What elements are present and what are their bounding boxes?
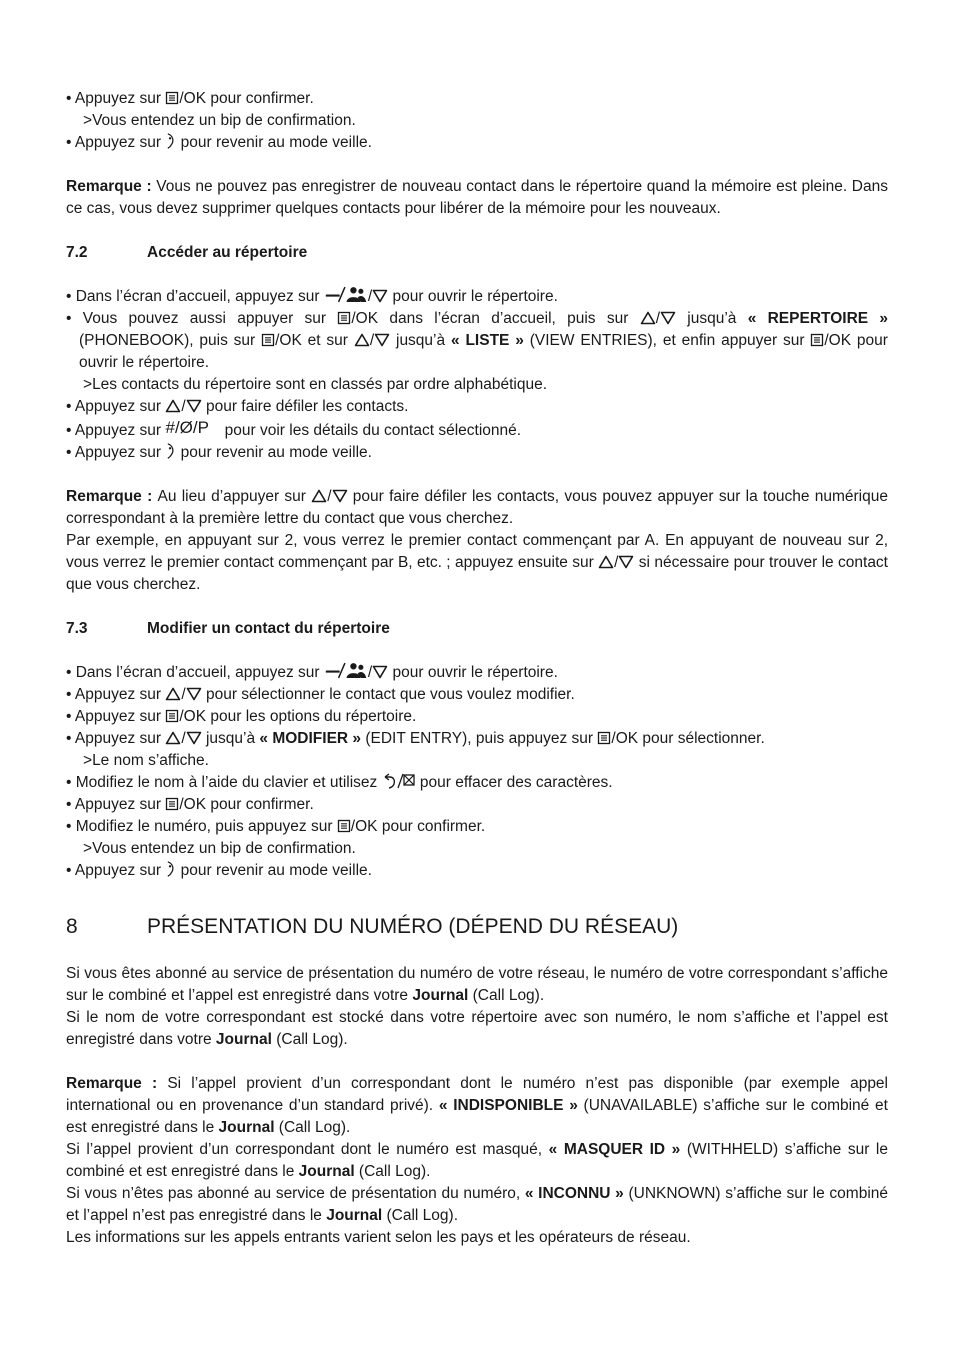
note-paragraph: Remarque : Vous ne pouvez pas enregistrer de nouveau contact dans le répertoire quand la mémoire est pleine. Dans ce cas, vous devez supprimer quelques contacts pour libérer de la mémoire pour les nouveaux. xyxy=(66,178,888,217)
down-arrow-icon xyxy=(372,665,388,679)
list-item: • Dans l’écran d’accueil, appuyez sur / pour ouvrir le répertoire. xyxy=(66,288,558,305)
menu-icon xyxy=(337,311,351,325)
menu-icon xyxy=(165,709,179,723)
menu-icon xyxy=(597,731,611,745)
end-call-icon xyxy=(165,442,176,460)
section-heading-7-3: 7.3 Modifier un contact du répertoire xyxy=(66,620,390,637)
down-arrow-icon xyxy=(374,333,390,347)
body-paragraph: Si vous êtes abonné au service de présentation du numéro de votre réseau, le numéro de votre correspondant s’affiche sur le combiné et l’appel est enregistré dans votre Journal (Call Log). xyxy=(66,965,888,1004)
chapter-heading-8: 8 PRÉSENTATION DU NUMÉRO (DÉPEND DU RÉSEAU) xyxy=(66,915,679,938)
note-paragraph: Si l’appel provient d’un correspondant dont le numéro est masqué, « MASQUER ID » (WITHHELD) s’affiche sur le combiné et est enregistré dans le Journal (Call Log). xyxy=(66,1141,888,1180)
phonebook-icon xyxy=(324,662,368,679)
list-item: • Modifiez le nom à l’aide du clavier et utilisez pour effacer des caractères. xyxy=(66,774,613,791)
note-paragraph: Remarque : Au lieu d’appuyer sur / pour faire défiler les contacts, vous pouvez appuyer sur la touche numérique correspondant à la première lettre du contact que vous cherchez. xyxy=(66,488,888,527)
list-item: • Appuyez sur /OK pour confirmer. xyxy=(66,796,314,813)
up-arrow-icon xyxy=(311,489,327,503)
list-item-result: >Vous entendez un bip de confirmation. xyxy=(83,840,356,857)
down-arrow-icon xyxy=(660,311,676,325)
list-item-result: >Vous entendez un bip de confirmation. xyxy=(83,112,356,129)
back-delete-icon xyxy=(382,772,416,790)
list-item: • Appuyez sur / pour sélectionner le contact que vous voulez modifier. xyxy=(66,686,575,703)
up-arrow-icon xyxy=(640,311,656,325)
list-item: • Appuyez sur pour revenir au mode veille. xyxy=(66,134,372,151)
section-heading-7-2: 7.2 Accéder au répertoire xyxy=(66,244,308,261)
menu-icon xyxy=(261,333,275,347)
note-paragraph: Si vous n’êtes pas abonné au service de présentation du numéro, « INCONNU » (UNKNOWN) s’affiche sur le combiné et l’appel n’est pas enregistré dans le Journal (Call Log). xyxy=(66,1185,888,1224)
menu-icon xyxy=(165,797,179,811)
list-item: • Appuyez sur /OK pour les options du répertoire. xyxy=(66,708,417,725)
down-arrow-icon xyxy=(332,489,348,503)
down-arrow-icon xyxy=(186,687,202,701)
note-paragraph: Remarque : Si l’appel provient d’un correspondant dont le numéro n’est pas disponible (par exemple appel international ou en provenance d’un standard privé). « INDISPONIBLE » (UNAVAILABLE) s’affiche sur le combiné et est enregistré dans le Journal (Call Log). xyxy=(66,1075,888,1136)
list-item: • Dans l’écran d’accueil, appuyez sur / pour ouvrir le répertoire. xyxy=(66,664,558,681)
end-call-icon xyxy=(165,132,176,150)
down-arrow-icon xyxy=(186,399,202,413)
hash-key-icon xyxy=(165,418,220,438)
list-item: • Modifiez le numéro, puis appuyez sur /OK pour confirmer. xyxy=(66,818,486,835)
list-item: • Appuyez sur pour voir les détails du contact sélectionné. xyxy=(66,418,888,442)
up-arrow-icon xyxy=(165,731,181,745)
up-arrow-icon xyxy=(598,555,614,569)
up-arrow-icon xyxy=(354,333,370,347)
body-paragraph: Les informations sur les appels entrants varient selon les pays et les opérateurs de réseau. xyxy=(66,1229,691,1246)
down-arrow-icon xyxy=(618,555,634,569)
menu-icon xyxy=(810,333,824,347)
list-item: • Appuyez sur / jusqu’à « MODIFIER » (EDIT ENTRY), puis appuyez sur /OK pour sélectionner. xyxy=(66,730,765,747)
body-paragraph: Si le nom de votre correspondant est stocké dans votre répertoire avec son numéro, le nom s’affiche et l’appel est enregistré dans votre Journal (Call Log). xyxy=(66,1009,888,1048)
list-item: • Appuyez sur pour revenir au mode veille. xyxy=(66,444,372,461)
menu-icon xyxy=(337,819,351,833)
list-item-result: >Le nom s’affiche. xyxy=(83,752,209,769)
list-item: • Appuyez sur / pour faire défiler les contacts. xyxy=(66,398,409,415)
document-page xyxy=(66,88,888,1249)
list-item: • Appuyez sur pour revenir au mode veille. xyxy=(66,862,372,879)
note-paragraph: Par exemple, en appuyant sur 2, vous verrez le premier contact commençant par A. En appuyant de nouveau sur 2, vous verrez le premier contact commençant par B, etc. ; appuyez ensuite sur / si nécessaire pour trouver le contact que vous cherchez. xyxy=(66,532,888,593)
list-item: • Appuyez sur /OK pour confirmer. xyxy=(66,90,314,107)
down-arrow-icon xyxy=(186,731,202,745)
phonebook-icon xyxy=(324,286,368,303)
down-arrow-icon xyxy=(372,289,388,303)
up-arrow-icon xyxy=(165,399,181,413)
up-arrow-icon xyxy=(165,687,181,701)
menu-icon xyxy=(165,91,179,105)
list-item: • Vous pouvez aussi appuyer sur /OK dans l’écran d’accueil, puis sur / jusqu’à « REPERTOIRE » (PHONEBOOK), puis sur /OK et sur / jusqu’à « LISTE » (VIEW ENTRIES), et enfin appuyer sur /OK pour ouvrir le répertoire. xyxy=(66,310,889,371)
end-call-icon xyxy=(165,860,176,878)
list-item-result: >Les contacts du répertoire sont en classés par ordre alphabétique. xyxy=(83,376,548,393)
